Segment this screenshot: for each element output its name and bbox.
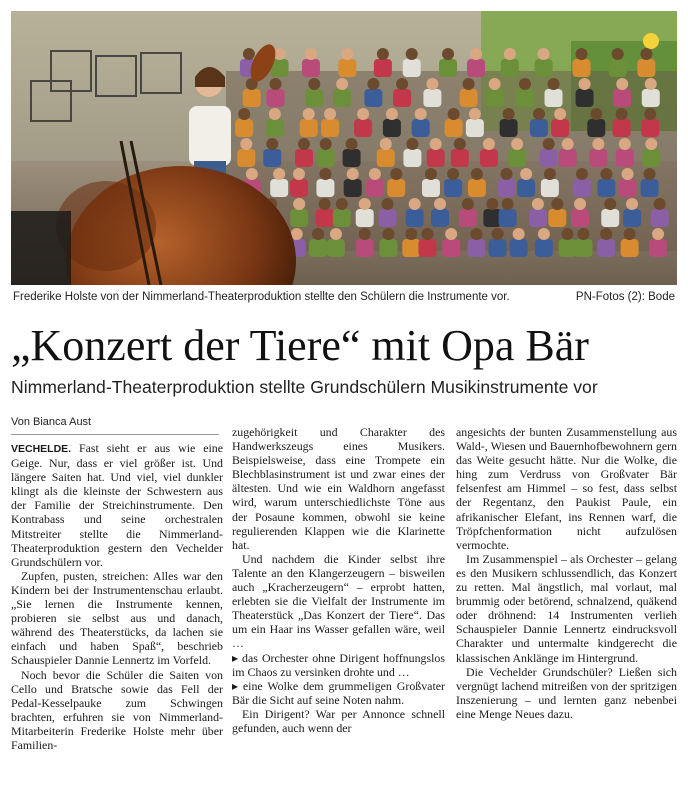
child-figure [237,149,255,167]
child-head [359,228,371,240]
child-figure [541,179,559,197]
photo-caption-row [11,289,677,307]
child-head [652,228,664,240]
child-head [551,198,563,210]
paragraph [11,441,223,569]
child-figure [333,89,351,107]
child-figure [510,239,528,257]
child-figure [343,149,361,167]
child-head [341,48,353,60]
child-head [562,138,574,150]
photo-caption: Frederike Holste von der Nimmerland-Theaterproduktion stellte den Schülern die Instrumente vor. [13,291,510,303]
child-head [644,108,656,120]
bullet-paragraph: ▸ eine Wolke dem grummeligen Großvater Bär die Sicht auf seine Noten nahm. [232,678,445,707]
child-head [616,108,628,120]
child-figure [377,149,395,167]
child-figure [613,119,631,137]
child-head [269,108,281,120]
child-head [359,198,371,210]
child-head [406,48,418,60]
child-figure [529,209,547,227]
child-figure [466,119,484,137]
child-figure [302,59,320,77]
child-figure [344,179,362,197]
child-head [442,48,454,60]
child-head [346,138,358,150]
child-figure [460,89,478,107]
article-photo [11,11,677,285]
child-figure [508,149,526,167]
article-column-2 [232,425,445,735]
paragraph: Zupfen, pusten, streichen: Alles war den Kindern bei der Instrumentenschau erlaubt. „Sie lernen die Instrumente kennen, probieren sie selbst aus und danach, während des Theaterstücks, da lachen sie einfach und haben Spaß“, beschrieb Schauspieler Dannie Lennertz im Vorfeld. [11,568,223,668]
child-head [382,228,394,240]
child-figure [517,179,535,197]
child-figure [589,149,607,167]
article-byline: Von Bianca Aust [11,416,92,428]
child-figure [366,179,384,197]
child-figure [327,239,345,257]
child-head [266,138,278,150]
child-head [548,78,560,90]
child-figure [431,209,449,227]
child-head [519,78,531,90]
child-head [243,48,255,60]
child-head [501,168,513,180]
child-figure [587,119,605,137]
child-head [538,48,550,60]
child-figure [642,149,660,167]
child-figure [501,59,519,77]
child-figure [321,119,339,137]
child-figure [486,89,504,107]
child-figure [641,119,659,137]
child-figure [530,119,548,137]
child-figure [270,179,288,197]
child-head [645,78,657,90]
paragraph: Im Zusammenspiel – als Orchester – gelang es den Musikern schlussendlich, das Konzert zu retten. Mal ängstlich, mal vorlaut, mal brummig oder betörend, schnalzend, quäkend oder dröhnend: 14 Instrumenten verlieh Schauspieler Dannie Lennertz eindrucksvoll Charakter und untermalte kindgerecht die klassischen Anklänge im Hintergrund. [456,551,677,665]
child-head [406,138,418,150]
child-head [486,198,498,210]
child-head [576,168,588,180]
child-head [504,48,516,60]
child-figure [379,209,397,227]
child-head [624,228,636,240]
child-head [470,228,482,240]
child-figure [309,239,327,257]
child-head [469,108,481,120]
child-figure [445,119,463,137]
child-head [336,198,348,210]
child-figure [637,59,655,77]
child-head [320,138,332,150]
child-figure [467,239,485,257]
child-head [303,108,315,120]
child-head [604,198,616,210]
child-figure [451,149,469,167]
child-figure [573,179,591,197]
child-head [330,228,342,240]
child-head [520,168,532,180]
child-head [425,168,437,180]
child-head [448,108,460,120]
child-head [532,198,544,210]
child-figure [467,59,485,77]
child-figure [393,89,411,107]
child-head [369,168,381,180]
child-head [396,78,408,90]
child-head [538,228,550,240]
child-figure [305,89,323,107]
child-figure [559,149,577,167]
child-figure [597,239,615,257]
child-figure [619,179,637,197]
paragraph: angesichts der bunten Zusammenstellung aus Wald-, Wiesen und Bauernhofbewohnern gern das Weite gesucht hätte. Nur die Wolke, die hing zum Verdruss von Großvater Bär felsenfest am Himmel – so fest, dass selbst der Regentanz, den Paukist Paule, ein afrikanischer Elefant, ins Rennen warf, die Tröpfchenformation nicht aufzulösen vermochte. [456,425,677,552]
child-head [574,198,586,210]
child-head [454,138,466,150]
child-head [513,228,525,240]
child-figure [403,149,421,167]
child-figure [338,59,356,77]
paragraph: Ein Dirigent? War per Annonce schnell gefunden, auch wenn der [232,706,445,735]
child-head [579,78,591,90]
child-figure [290,179,308,197]
child-figure [422,179,440,197]
child-figure [500,119,518,137]
child-figure [499,209,517,227]
child-head [503,108,515,120]
child-head [644,168,656,180]
child-head [492,228,504,240]
child-head [533,108,545,120]
child-figure [616,149,634,167]
child-head [319,198,331,210]
article-column-1 [11,441,223,752]
child-head [612,48,624,60]
child-head [554,108,566,120]
child-head [543,138,555,150]
child-head [470,48,482,60]
child-head [600,228,612,240]
child-figure [423,89,441,107]
child-figure [235,119,253,137]
child-figure [574,239,592,257]
child-head [471,168,483,180]
child-head [312,228,324,240]
child-figure [535,59,553,77]
child-figure [516,89,534,107]
child-figure [540,149,558,167]
child-figure [290,209,308,227]
child-head [640,48,652,60]
child-figure [641,179,659,197]
child-figure [572,59,590,77]
child-head [626,198,638,210]
child-head [577,228,589,240]
child-head [240,138,252,150]
child-head [502,198,514,210]
child-head [336,78,348,90]
child-head [386,108,398,120]
child-head [445,228,457,240]
child-figure [459,209,477,227]
child-head [298,138,310,150]
child-head [645,138,657,150]
child-figure [621,239,639,257]
child-figure [558,239,576,257]
child-head [273,168,285,180]
child-head [619,138,631,150]
paragraph-text: Fast sieht er aus wie eine Geige. Nur, dass er viel größer ist. Und längere Saiten hat. Und viel, viel dunkler klingt als die kleinste der Schwestern aus der Familie der Streichinstrumente. Den Kontrabass und seine orchestralen Mitstreiter stellte die Nimmerland-Theaterproduktion gestern den Vechelder Grundschülern vor. [11,441,223,569]
child-head [347,168,359,180]
child-figure [571,209,589,227]
child-head [308,78,320,90]
child-head [324,108,336,120]
bullet-paragraph: ▸ das Orchester ohne Dirigent hoffnungslos im Chaos zu versinken drohte und … [232,650,445,679]
child-figure [444,179,462,197]
child-head [319,168,331,180]
article-subhead: Nimmerland-Theaterproduktion stellte Grundschülern Musikinstrumente vor [11,377,598,397]
child-head [430,138,442,150]
child-figure [613,89,631,107]
child-head [377,48,389,60]
child-head [380,138,392,150]
child-head [483,138,495,150]
child-figure [243,89,261,107]
child-figure [300,119,318,137]
child-figure [383,119,401,137]
paragraph: Die Vechelder Grundschüler? Ließen sich vergnügt lachend mitreißen von der spritzigen Inszenierung – und lernten ganz nebenbei eine Menge Neues dazu. [456,664,677,721]
paragraph: Und nachdem die Kinder selbst ihre Talente an den Klangerzeugern – bisweilen auch „Kracherzeugern“ – erprobt hatten, erlebten sie die Vielfalt der Instrumente im Theaterstück „Das Konzert der Tiere“. Das um ein Haar ins Wasser gefallen wäre, weil … [232,551,445,651]
child-head [390,168,402,180]
child-head [654,198,666,210]
photo-credit: PN-Fotos (2): Bode [575,291,675,303]
child-figure [545,89,563,107]
child-figure [418,239,436,257]
child-head [293,198,305,210]
byline-divider [11,434,219,435]
child-head [415,108,427,120]
child-head [270,78,282,90]
paragraph: Noch bevor die Schüler die Saiten von Cello und Bratsche sowie das Fell der Pedal-Kesselpauke zum Schwingen brachten, erfuhren sie von Nimmerland-Mitarbeiterin Frederike Holste mehr über Familien- [11,667,223,752]
child-figure [412,119,430,137]
child-figure [642,89,660,107]
child-head [367,78,379,90]
child-head [561,228,573,240]
child-figure [333,209,351,227]
child-head [447,168,459,180]
child-head [590,108,602,120]
child-head [489,78,501,90]
child-figure [548,209,566,227]
child-figure [356,209,374,227]
classroom-photo-illustration [11,11,677,285]
child-figure [649,239,667,257]
child-head [293,168,305,180]
article-headline: „Konzert der Tiere“ mit Opa Bär [11,321,589,370]
child-figure [427,149,445,167]
child-figure [263,149,281,167]
child-figure [316,209,334,227]
child-figure [406,209,424,227]
child-head [575,48,587,60]
child-figure [402,239,420,257]
child-figure [356,239,374,257]
child-figure [498,179,516,197]
child-head [421,228,433,240]
child-head [409,198,421,210]
child-figure [442,239,460,257]
child-head [426,78,438,90]
child-head [357,108,369,120]
child-head [238,108,250,120]
child-figure [387,179,405,197]
child-figure [266,119,284,137]
child-figure [295,149,313,167]
child-figure [597,179,615,197]
child-head [600,168,612,180]
child-figure [316,179,334,197]
child-head [622,168,634,180]
paragraph: zugehörigkeit und Charakter des Handwerkszeugs eines Musikers. Beispielsweise, dass eine Trompete ein Blechblasinstrument ist und zwar eines der ältesten. Und wie ein Waldhorn angefasst wird, warum unterschiedlichste Töne aus der Posaune kommen, obwohl sie keine regulierenden Klappen wie die Klarinette hat. [232,425,445,552]
child-head [246,168,258,180]
child-figure [623,209,641,227]
child-head [382,198,394,210]
child-figure [364,89,382,107]
child-figure [535,239,553,257]
child-head [434,198,446,210]
child-figure [651,209,669,227]
child-head [544,168,556,180]
child-head [616,78,628,90]
child-figure [439,59,457,77]
article-column-3 [456,425,677,721]
child-figure [609,59,627,77]
child-figure [601,209,619,227]
child-figure [354,119,372,137]
child-figure [374,59,392,77]
child-figure [489,239,507,257]
child-head [305,48,317,60]
child-head [462,198,474,210]
child-head [463,78,475,90]
child-figure [317,149,335,167]
child-head [592,138,604,150]
child-figure [267,89,285,107]
child-figure [403,59,421,77]
child-figure [468,179,486,197]
child-figure [576,89,594,107]
child-figure [379,239,397,257]
child-head [511,138,523,150]
dateline: VECHELDE. [11,443,72,455]
child-figure [551,119,569,137]
child-figure [480,149,498,167]
child-head [405,228,417,240]
